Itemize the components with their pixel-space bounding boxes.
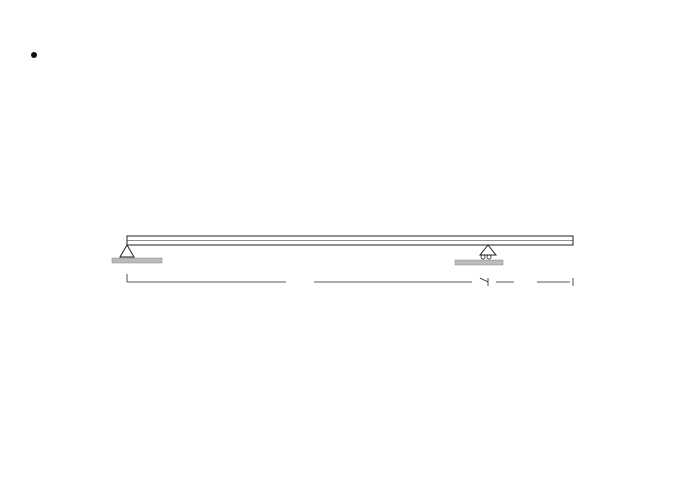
question-c (30, 420, 68, 440)
roller-support-b (455, 245, 503, 265)
question-a (30, 362, 68, 382)
pin-support-a (112, 245, 162, 263)
bullet-icon (31, 52, 37, 58)
question-d (30, 453, 72, 473)
beam-figure (100, 198, 590, 298)
dimension-line (127, 274, 573, 286)
question-b (30, 391, 68, 411)
